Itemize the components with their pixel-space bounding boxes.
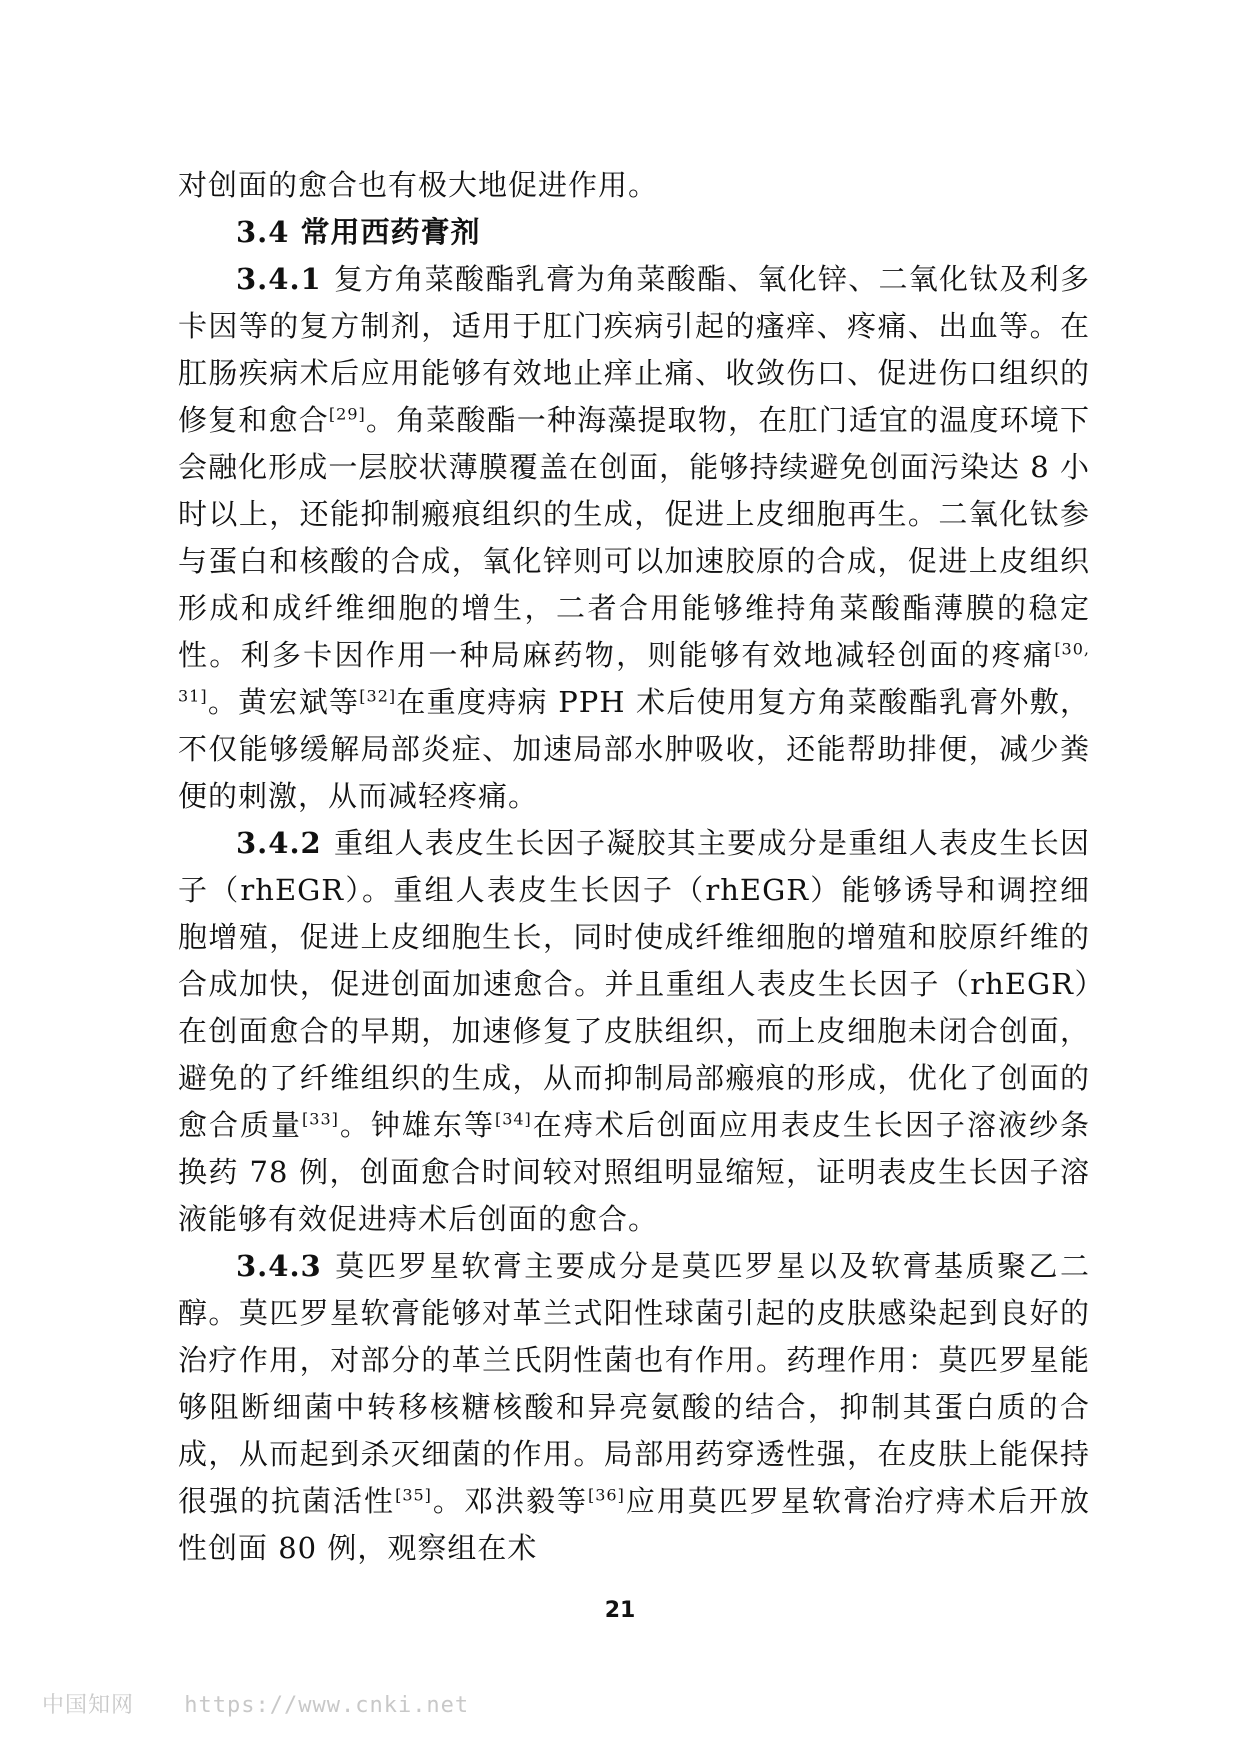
cnki-watermark	[42, 1688, 469, 1719]
text-run: 。黄宏斌等	[207, 685, 360, 719]
text-run: 。钟雄东等	[338, 1108, 495, 1142]
paragraph-3-4-3	[178, 1243, 1090, 1572]
subsection-number: 3.4.2	[236, 826, 322, 860]
citation-ref: [35]	[395, 1485, 432, 1505]
text-run: 。邓洪毅等	[431, 1484, 588, 1518]
text-run: 在痔术后创面应用表皮生长因子溶液纱条换药 78 例，创面愈合时间较对照组明显缩短，证明表皮生长因子溶液能够有效促进痔术后创面的愈合。	[178, 1108, 1090, 1236]
text-run: 复方角菜酸酯乳膏为角菜酸酯、氧化锌、二氧化钛及利多卡因等的复方制剂，适用于肛门疾病引起的瘙痒、疼痛、出血等。在肛肠疾病术后应用能够有效地止痒止痛、收敛伤口、促进伤口组织的修复和愈合	[178, 262, 1090, 437]
paragraph-list	[178, 256, 1090, 1572]
subsection-number: 3.4.3	[236, 1249, 322, 1283]
subsection-number: 3.4.1	[236, 262, 322, 296]
body-text	[178, 162, 1090, 1572]
watermark-url: https://www.cnki.net	[184, 1693, 470, 1718]
lead-paragraph: 对创面的愈合也有极大地促进作用。	[178, 168, 659, 202]
citation-ref: [33]	[302, 1109, 339, 1129]
text-run: 莫匹罗星软膏主要成分是莫匹罗星以及软膏基质聚乙二醇。莫匹罗星软膏能够对革兰式阳性球菌引起的皮肤感染起到良好的治疗作用，对部分的革兰氏阴性菌也有作用。药理作用：莫匹罗星能够阻断细菌中转移核糖核酸和异亮氨酸的结合，抑制其蛋白质的合成，从而起到杀灭细菌的作用。局部用药穿透性强，在皮肤上能保持很强的抗菌活性	[178, 1249, 1090, 1518]
page-number: 21	[604, 1598, 636, 1623]
citation-ref: [29]	[328, 404, 366, 424]
citation-ref: [36]	[587, 1485, 625, 1505]
paragraph-3-4-1	[178, 256, 1090, 820]
text-run: 重组人表皮生长因子凝胶其主要成分是重组人表皮生长因子（rhEGR）。重组人表皮生长因子（rhEGR）能够诱导和调控细胞增殖，促进上皮细胞生长，同时使成纤维细胞的增殖和胶原纤维的合成加快，促进创面加速愈合。并且重组人表皮生长因子（rhEGR）在创面愈合的早期，加速修复了皮肤组织，而上皮细胞未闭合创面，避免的了纤维组织的生成，从而抑制局部瘢痕的形成，优化了创面的愈合质量	[178, 826, 1090, 1142]
watermark-brand: 中国知网	[42, 1693, 135, 1718]
text-run: 。角菜酸酯一种海藻提取物，在肛门适宜的温度环境下会融化形成一层胶状薄膜覆盖在创面，能够持续避免创面污染达 8 小时以上，还能抑制瘢痕组织的生成，促进上皮细胞再生。二氧化钛参与蛋白和核酸的合成，氧化锌则可以加速胶原的合成，促进上皮组织形成和成纤维细胞的增生，二者合用能够维持角菜酸酯薄膜的稳定性。利多卡因作用一种局麻药物，则能够有效地减轻创面的疼痛	[178, 403, 1090, 672]
citation-ref: [34]	[494, 1109, 532, 1129]
citation-ref: [32]	[359, 686, 397, 706]
paragraph-3-4-2	[178, 820, 1090, 1243]
section-heading: 3.4 常用西药膏剂	[236, 215, 481, 249]
text-run: 在重度痔病 PPH 术后使用复方角菜酸酯乳膏外敷，不仅能够缓解局部炎症、加速局部水肿吸收，还能帮助排便，减少粪便的刺激，从而减轻疼痛。	[178, 685, 1090, 813]
citation-ref: [30, 31]	[178, 639, 1090, 706]
text-run: 应用莫匹罗星软膏治疗痔术后开放性创面 80 例，观察组在术	[178, 1484, 1090, 1565]
